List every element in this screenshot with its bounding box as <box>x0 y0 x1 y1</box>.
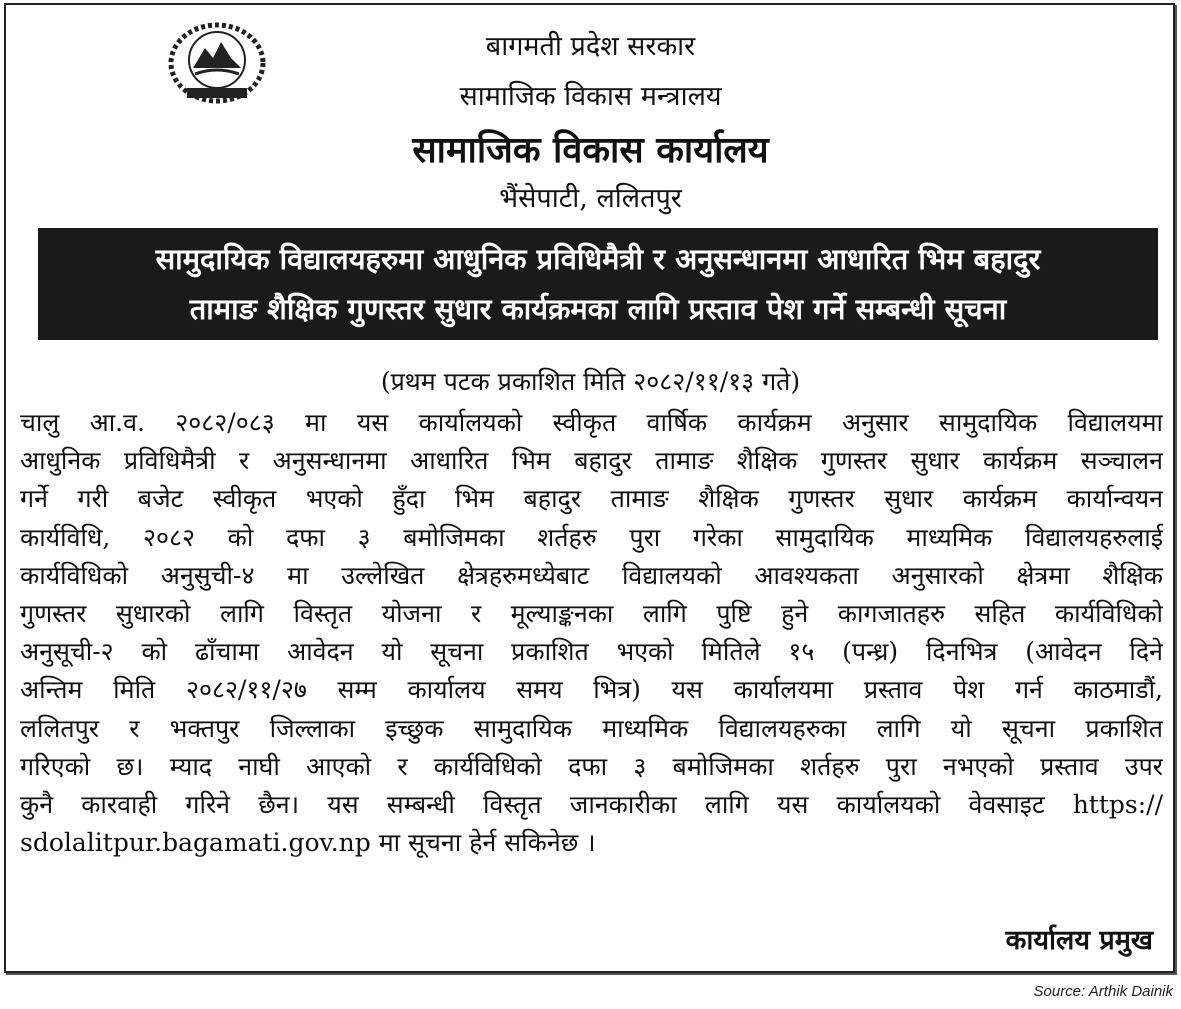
body-line: कार्यविधिको अनुसुची-४ मा उल्लेखित क्षेत्रहरुमध्येबाट विद्यालयको आवश्यकता अनुसारको क्षेत्रमा शैक्षिक <box>20 560 1163 590</box>
office-location: भैंसेपाटी, ललितपुर <box>499 183 682 214</box>
ministry-name: सामाजिक विकास मन्त्रालय <box>459 81 722 112</box>
body-line: ललितपुर र भक्तपुर जिल्लाका इच्छुक सामुदायिक माध्यमिक विद्यालयहरुका लागि यो सूचना प्रकाशित <box>20 713 1163 743</box>
body-line: गरिएको छ। म्याद नाघी आएको र कार्यविधिको दफा ३ बमोजिमका शर्तहरु पुरा नभएको प्रस्ताव उपर <box>20 751 1163 781</box>
body-line: अन्तिम मिति २०८२/११/२७ सम्म कार्यालय समय भित्र) यस कार्यालयमा प्रस्ताव पेश गर्न काठमाडौं, <box>20 675 1163 705</box>
notice-title-line: सामुदायिक विद्यालयहरुमा आधुनिक प्रविधिमैत्री र अनुसन्धानमा आधारित भिम बहादुर <box>155 242 1041 276</box>
body-line: गुणस्तर सुधारको लागि विस्तृत योजना र मूल्याङ्कनका लागि पुष्टि हुने कागजातहरु सहित कार्यविधिको <box>20 598 1163 628</box>
source-credit: Source: Arthik Dainik <box>1033 983 1173 1000</box>
body-line: गर्ने गरी बजेट स्वीकृत भएको हुँदा भिम बहादुर तामाङ शैक्षिक गुणस्तर सुधार कार्यक्रम कार्यान्वयन <box>20 484 1163 514</box>
office-name: सामाजिक विकास कार्यालय <box>412 129 769 171</box>
body-line: sdolalitpur.bagamati.gov.np मा सूचना हेर्न सकिनेछ । <box>20 828 596 858</box>
body-line: आधुनिक प्रविधिमैत्री र अनुसन्धानमा आधारित भिम बहादुर तामाङ शैक्षिक गुणस्तर सुधार कार्यक्रम सञ्चालन <box>20 446 1163 476</box>
body-line: कार्यविधि, २०८२ को दफा ३ बमोजिमका शर्तहरु पुरा गरेका सामुदायिक माध्यमिक विद्यालयहरुलाई <box>20 522 1163 552</box>
notice-title-banner <box>38 228 1158 340</box>
body-line: चालु आ.व. २०८२/०८३ मा यस कार्यालयको स्वीकृत वार्षिक कार्यक्रम अनुसार सामुदायिक विद्यालयमा <box>20 408 1163 437</box>
notice-title-line: तामाङ शैक्षिक गुणस्तर सुधार कार्यक्रमका लागि प्रस्ताव पेश गर्ने सम्बन्धी सूचना <box>189 292 1007 326</box>
body-line: अनुसूची-२ को ढाँचामा आवेदन यो सूचना प्रकाशित भएको मितिले १५ (पन्ध्र) दिनभित्र (आवेदन दिने <box>20 637 1163 667</box>
notice-body <box>20 404 1163 862</box>
province-name: बागमती प्रदेश सरकार <box>485 31 696 62</box>
publication-date-note: (प्रथम पटक प्रकाशित मिति २०८२/११/१३ गते) <box>380 367 801 396</box>
body-line: कुनै कारवाही गरिने छैन। यस सम्बन्धी विस्तृत जानकारीका लागि यस कार्यालयको वेवसाइट https:// <box>20 789 1163 819</box>
signatory-title: कार्यालय प्रमुख <box>1005 925 1153 956</box>
